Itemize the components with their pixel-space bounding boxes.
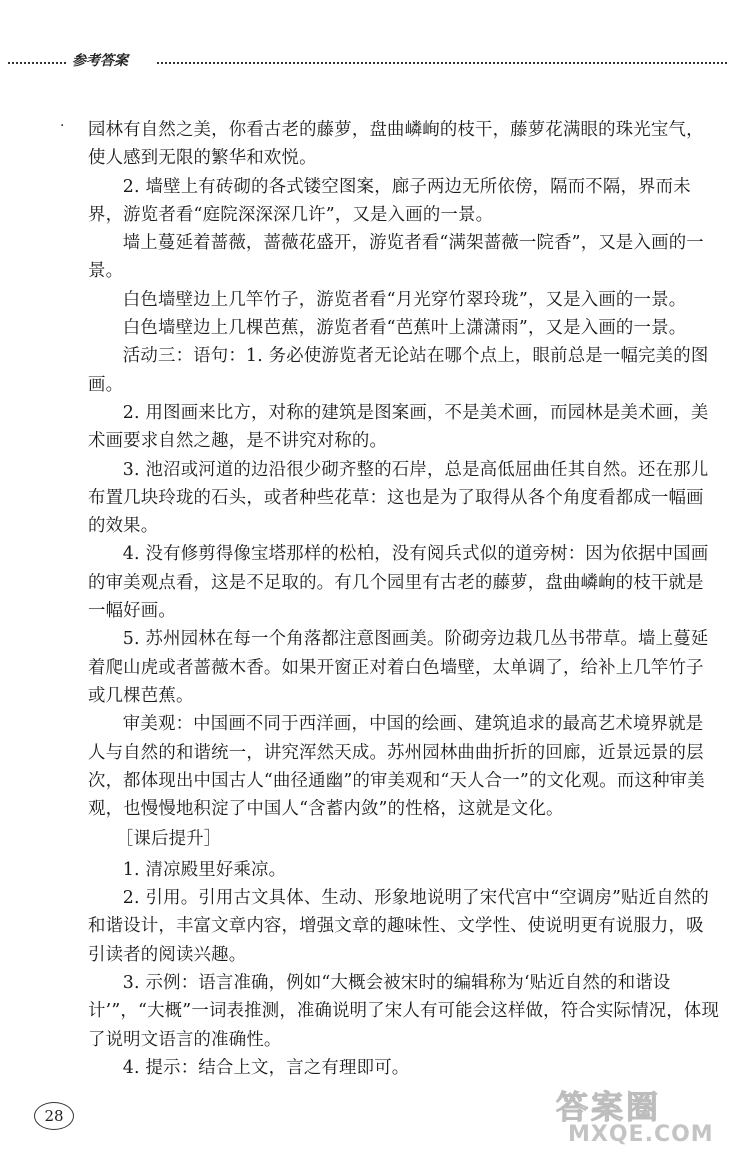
paragraph: 墙上蔓延着蔷薇，蔷薇花盛开，游览者看“满架蔷薇一院香”，又是入画的一景。	[88, 233, 704, 282]
paragraph: 2. 墙壁上有砖砌的各式镂空图案，廊子两边无所依傍，隔而不隔，界而未界，游览者看“庭院深深深几许”，又是入画的一景。	[88, 176, 691, 225]
paragraph: 园林有自然之美，你看古老的藤萝，盘曲嶙峋的枝干，藤萝花满眼的珠光宝气，使人感到无限的繁华和欢悦。	[88, 120, 704, 169]
watermark-logo	[548, 1080, 748, 1150]
paragraph: 5. 苏州园林在每一个角落都注意图画美。阶砌旁边栽几丛书带草。墙上蔓延着爬山虎或者蔷薇木香。如果开窗正对着白色墙壁，太单调了，给补上几竿竹子或几棵芭蕉。	[88, 629, 709, 706]
page-header	[0, 48, 750, 72]
answer-item: 2. 引用。引用古文具体、生动、形象地说明了宋代宫中“空调房”贴近自然的和谐设计，丰富文章内容，增强文章的趣味性、文学性、使说明更有说服力，吸引读者的阅读兴趣。	[88, 888, 710, 965]
paragraph: 4. 没有修剪得像宝塔那样的松柏，没有阅兵式似的道旁树：因为依据中国画的审美观点看，这是不足取的。有几个园里有古老的藤萝，盘曲嶙峋的枝干就是一幅好画。	[88, 544, 709, 622]
paragraph: 2. 用图画来比方，对称的建筑是图案画，不是美术画，而园林是美术画，美术画要求自然之趣，是不讲究对称的。	[88, 402, 709, 452]
answer-item: 1. 清凉殿里好乘凉。	[122, 859, 287, 880]
header-dotted-rule-right	[157, 62, 727, 64]
paragraph: 白色墙壁边上几竿竹子，游览者看“月光穿竹翠玲珑”，又是入画的一景。	[122, 289, 687, 310]
margin-dot: ·	[60, 118, 65, 134]
paragraph: 白色墙壁边上几棵芭蕉，游览者看“芭蕉叶上潇潇雨”，又是入画的一景。	[122, 318, 687, 339]
page-number: 28	[34, 1102, 74, 1130]
watermark-main-text: 答案圈	[556, 1088, 662, 1126]
header-title: 参考答案	[72, 53, 128, 69]
paragraph: 3. 池沼或河道的边沿很少砌齐整的石岸，总是高低屈曲任其自然。还在那儿布置几块玲珑的石头，或者种些花草：这也是为了取得从各个角度看都成一幅画的效果。	[88, 459, 709, 537]
paragraph: 活动三：语句：1. 务必使游览者无论站在哪个点上，眼前总是一幅完美的图画。	[88, 346, 709, 395]
section-heading: ［课后提升］	[115, 829, 222, 850]
header-dotted-rule-left	[8, 62, 66, 64]
paragraph: 审美观：中国画不同于西洋画，中国的绘画、建筑追求的最高艺术境界就是人与自然的和谐统一，讲究浑然天成。苏州园林曲曲折折的回廊，近景远景的层次，都体现出中国古人“曲径通幽”的审美观和“天人合一”的文化观。而这种审美观，也慢慢地积淀了中国人“含蓄内敛”的性格，这就是文化。	[88, 714, 705, 820]
answer-item: 4. 提示：结合上文，言之有理即可。	[122, 1057, 410, 1078]
watermark-sub-text: MXQE.COM	[568, 1122, 714, 1147]
answer-item: 3. 示例：语言准确，例如“大概会被宋时的编辑称为‘贴近自然的和谐设计’”，“大概”一词表推测，准确说明了宋人有可能会这样做，符合实际情况，体现了说明文语言的准确性。	[88, 972, 720, 1050]
answer-content	[88, 116, 720, 1082]
